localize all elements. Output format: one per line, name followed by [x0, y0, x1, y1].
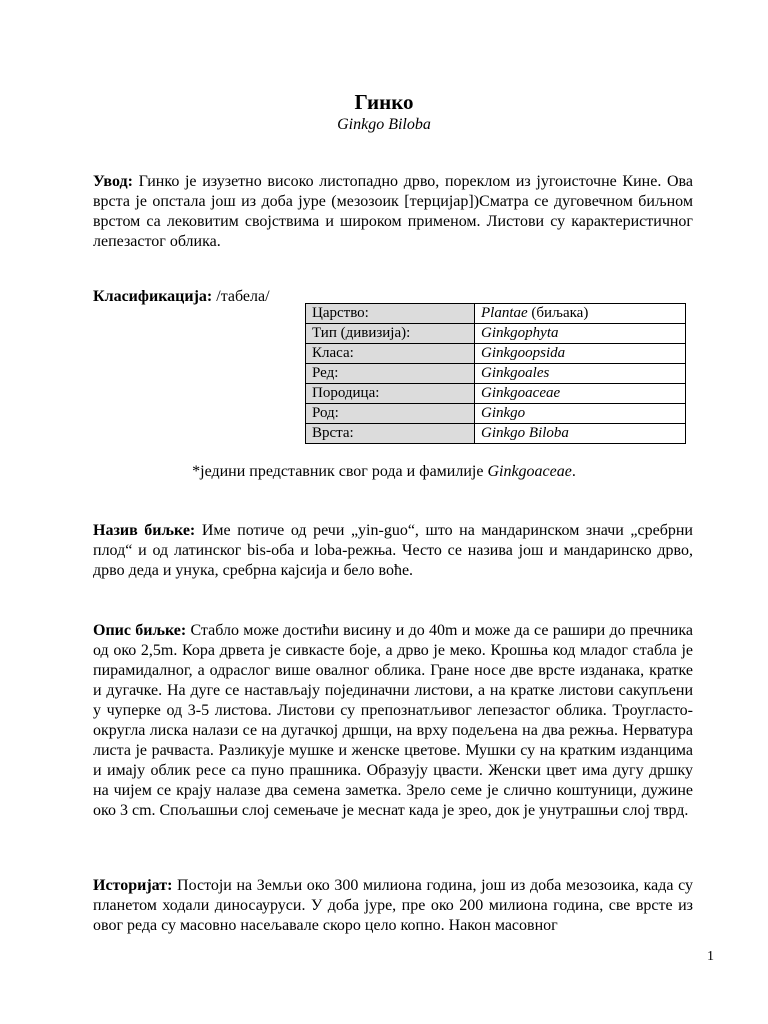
intro-label: Увод:	[93, 173, 133, 190]
value-plain: (биљака)	[527, 305, 589, 321]
table-row	[306, 344, 686, 364]
history-paragraph	[93, 876, 693, 936]
plant-description-paragraph	[93, 621, 693, 821]
page-title: Гинко	[354, 90, 414, 114]
table-value-cell	[475, 404, 686, 424]
table-key-cell: Класа:	[306, 344, 475, 364]
history-label: Историјат:	[93, 877, 173, 894]
table-key-cell: Тип (дивизија):	[306, 324, 475, 344]
value-italic: Ginkgo	[481, 405, 526, 421]
plant-description-label: Опис биљке:	[93, 622, 187, 639]
table-row	[306, 424, 686, 444]
intro-text: Гинко је изузетно високо листопадно дрво, пореклом из југоисточне Кине. Ова врста је опстала још из доба јуре (мезозоик [терцијар])Сматра се дуговечном биљном врстом са лековитим својствима и широком применом. Листови су карактеристичног лепезастог облика.	[93, 173, 693, 250]
table-value-cell	[475, 304, 686, 324]
value-italic: Ginkgoopsida	[481, 345, 566, 361]
plant-description-text: Стабло може достићи висину и до 40m и може да се рашири до пречника од око 2,5m. Кора дрвета је сивкасте боје, а дрво је меко. Крошња код младог стабла је пирамидалног, а одраслог више овалног облика. Гране носе две врсте изданака, кратке и дугачке. На дуге се настављају појединачни листови, а на кратке листови сакупљени у чуперке од 3-5 листова. Листови су препознатљивог лепезастог облика. Троугласто-округла лиска налази се на дугачкој дршци, на врху подељена на два режња. Нерватура листа је рачваста. Разликује мушке и женске цветове. Мушки су на кратким изданцима и имају облик ресе са пуно прашника. Образују цвасти. Женски цвет има дугу дршку на чијем се крају налазе два семена заметка. Зрело семе је слично коштуници, дужине око 3 cm. Спољашњи слој семењаче је меснат када је зрео, док је унутрашњи слој тврд.	[93, 622, 693, 819]
classification-table	[305, 303, 686, 444]
table-row	[306, 324, 686, 344]
note-text: *једини представник свог рода и фамилије	[192, 463, 488, 480]
plant-name-text: Име потиче од речи „yin-guo“, што на мандаринском значи „сребрни плод“ и од латинског bis-оба и loba-режња. Често се назива још и мандаринско дрво, дрво деда и унука, сребрна кајсија и бело воће.	[93, 522, 693, 579]
table-key-cell: Род:	[306, 404, 475, 424]
classification-note	[0, 462, 768, 482]
table-value-cell	[475, 324, 686, 344]
intro-paragraph	[93, 172, 693, 252]
classification-text: /табела/	[212, 288, 270, 305]
page-number: 1	[707, 949, 714, 964]
history-text: Постоји на Земљи око 300 милиона година, још из доба мезозоика, када су планетом ходали диносауруси. У доба јуре, пре око 200 милиона година, све врсте из овог реда су масовно насељавале скоро цело копно. Након масовног	[93, 877, 693, 934]
plant-name-label: Назив биљке:	[93, 522, 196, 539]
table-value-cell	[475, 364, 686, 384]
table-row	[306, 364, 686, 384]
table-value-cell	[475, 384, 686, 404]
table-row	[306, 304, 686, 324]
classification-label: Класификација:	[93, 288, 213, 305]
value-italic: Ginkgoales	[481, 365, 550, 381]
table-key-cell: Царство:	[306, 304, 475, 324]
value-italic: Ginkgophyta	[481, 325, 559, 341]
table-row	[306, 384, 686, 404]
value-italic: Ginkgoaceae	[481, 385, 561, 401]
note-end: .	[571, 463, 576, 480]
table-value-cell	[475, 344, 686, 364]
value-italic: Plantae	[481, 305, 528, 321]
table-key-cell: Породица:	[306, 384, 475, 404]
page-subtitle: Ginkgo Biloba	[337, 116, 431, 133]
plant-name-paragraph	[93, 521, 693, 581]
table-key-cell: Ред:	[306, 364, 475, 384]
table-key-cell: Врста:	[306, 424, 475, 444]
table-row	[306, 404, 686, 424]
value-italic: Ginkgo Biloba	[481, 425, 569, 441]
table-value-cell	[475, 424, 686, 444]
note-italic: Ginkgoaceae	[487, 463, 572, 480]
